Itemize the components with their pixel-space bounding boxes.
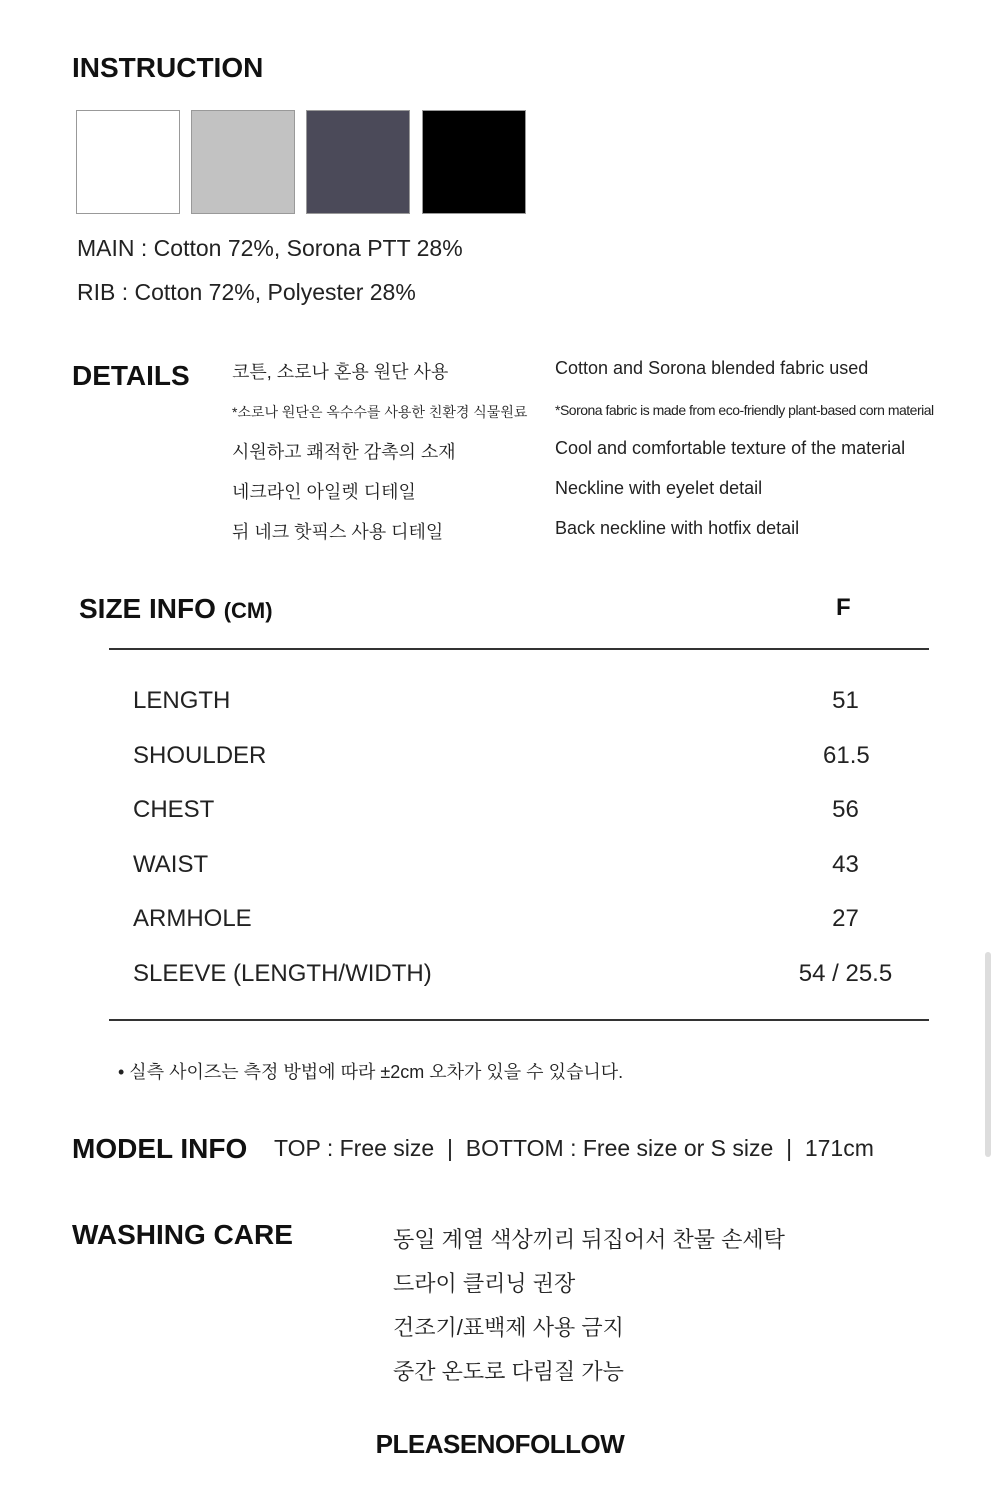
size-row xyxy=(133,960,903,988)
size-row xyxy=(133,905,903,933)
divider xyxy=(109,1019,929,1021)
washing-item: 드라이 클리닝 권장 xyxy=(393,1271,576,1296)
washing-item: 중간 온도로 다림질 가능 xyxy=(393,1359,624,1384)
size-row xyxy=(133,742,903,770)
detail-ko: 코튼, 소로나 혼용 원단 사용 xyxy=(232,362,449,382)
detail-en: Neckline with eyelet detail xyxy=(555,478,763,498)
divider xyxy=(109,648,929,650)
model-info-title: MODEL INFO xyxy=(72,1133,248,1164)
size-value: 56 xyxy=(832,796,859,823)
size-value: 61.5 xyxy=(823,742,870,769)
detail-en: Cool and comfortable texture of the material xyxy=(555,438,906,458)
size-label: ARMHOLE xyxy=(133,905,252,932)
color-swatch-charcoal xyxy=(306,110,410,214)
size-row xyxy=(133,687,903,715)
detail-ko: 뒤 네크 핫픽스 사용 디테일 xyxy=(232,522,444,542)
detail-ko: 시원하고 쾌적한 감촉의 소재 xyxy=(232,442,456,462)
size-value: 27 xyxy=(832,905,859,932)
size-note: • 실측 사이즈는 측정 방법에 따라 ±2cm 오차가 있을 수 있습니다. xyxy=(118,1062,624,1082)
detail-en: Cotton and Sorona blended fabric used xyxy=(555,358,869,378)
main-fabric: MAIN : Cotton 72%, Sorona PTT 28% xyxy=(77,235,463,261)
size-unit: (CM) xyxy=(223,598,273,623)
size-title-text: SIZE INFO xyxy=(79,593,216,624)
color-swatch-white xyxy=(76,110,180,214)
size-label: CHEST xyxy=(133,796,215,823)
detail-en: Back neckline with hotfix detail xyxy=(555,518,800,538)
washing-item: 동일 계열 색상끼리 뒤집어서 찬물 손세탁 xyxy=(393,1227,785,1252)
size-row xyxy=(133,851,903,879)
detail-ko: 네크라인 아일렛 디테일 xyxy=(232,482,416,502)
model-info-text: TOP : Free size | BOTTOM : Free size or S size | 171cm xyxy=(274,1135,874,1161)
washing-care-title: WASHING CARE xyxy=(72,1219,293,1250)
detail-ko: *소로나 원단은 옥수수를 사용한 친환경 식물원료 xyxy=(232,404,528,420)
details-title: DETAILS xyxy=(72,360,190,391)
size-value: 43 xyxy=(832,851,859,878)
size-value: 51 xyxy=(832,687,859,714)
instruction-title: INSTRUCTION xyxy=(72,52,264,83)
size-label: SLEEVE (LENGTH/WIDTH) xyxy=(133,960,432,987)
detail-en: *Sorona fabric is made from eco-friendly plant-based corn material xyxy=(555,402,934,418)
scrollbar[interactable] xyxy=(985,952,991,1157)
rib-fabric: RIB : Cotton 72%, Polyester 28% xyxy=(77,279,416,305)
size-column-header: F xyxy=(836,594,851,621)
size-row xyxy=(133,796,903,824)
size-label: LENGTH xyxy=(133,687,231,714)
size-label: SHOULDER xyxy=(133,742,267,769)
color-swatch-black xyxy=(422,110,526,214)
size-value: 54 / 25.5 xyxy=(798,960,893,987)
washing-item: 건조기/표백제 사용 금지 xyxy=(393,1315,624,1340)
color-swatch-gray xyxy=(191,110,295,214)
brand-logo: PLEASENOFOLLOW xyxy=(375,1429,625,1459)
size-label: WAIST xyxy=(133,851,209,878)
size-info-title xyxy=(79,593,273,625)
